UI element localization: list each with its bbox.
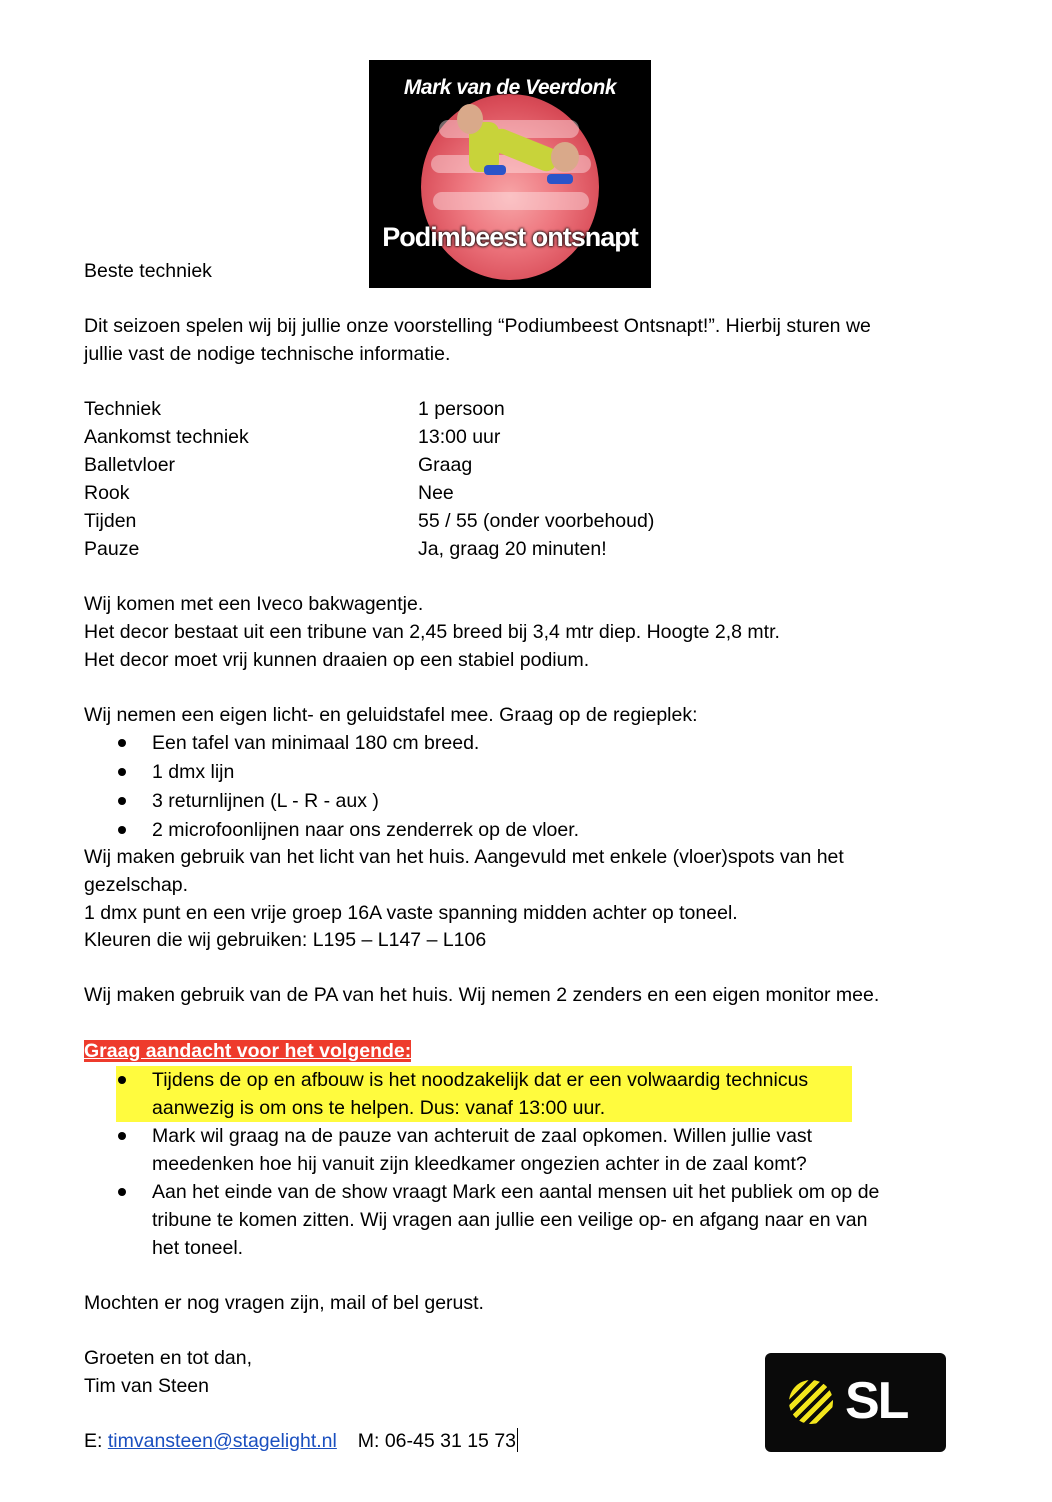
spec-value: 13:00 uur — [418, 426, 501, 448]
spec-label: Aankomst techniek — [84, 426, 249, 448]
tables-intro: Wij nemen een eigen licht- en geluidstafel mee. Graag op de regieplek: — [84, 704, 698, 726]
email-link[interactable]: timvansteen@stagelight.nl — [107, 1430, 337, 1452]
spec-value: Graag — [418, 454, 473, 476]
spec-value: Ja, graag 20 minuten! — [418, 538, 607, 560]
list-item-text: aanwezig is om ons te helpen. Dus: vanaf 13:00 uur. — [152, 1097, 606, 1119]
bullet-icon — [118, 797, 126, 805]
bullet-icon — [118, 1076, 126, 1084]
light-line: Wij maken gebruik van het licht van het huis. Aangevuld met enkele (vloer)spots van het — [84, 846, 844, 868]
list-item-text: het toneel. — [152, 1237, 244, 1259]
transport-line: Wij komen met een Iveco bakwagentje. — [84, 593, 424, 615]
intro-line: jullie vast de nodige technische informatie. — [84, 343, 451, 365]
list-item-text: Aan het einde van de show vraagt Mark een aantal mensen uit het publiek om op de — [152, 1181, 880, 1203]
bullet-icon — [118, 1188, 126, 1196]
transport-line: Het decor moet vrij kunnen draaien op een stabiel podium. — [84, 649, 590, 671]
stagelight-logo — [765, 1353, 946, 1452]
poster-person-right-head — [551, 142, 579, 172]
spec-label: Rook — [84, 482, 130, 504]
bullet-icon — [118, 1132, 126, 1140]
text-cursor — [517, 1428, 518, 1452]
list-item-text: tribune te komen zitten. Wij vragen aan jullie een veilige op- en afgang naar en van — [152, 1209, 868, 1231]
light-line: Kleuren die wij gebruiken: L195 – L147 – L106 — [84, 929, 487, 951]
light-line: gezelschap. — [84, 874, 189, 896]
transport-line: Het decor bestaat uit een tribune van 2,45 breed bij 3,4 mtr diep. Hoogte 2,8 mtr. — [84, 621, 780, 643]
spec-label: Tijden — [84, 510, 137, 532]
spec-label: Pauze — [84, 538, 140, 560]
greeting: Beste techniek — [84, 260, 212, 282]
poster-seat-row — [433, 192, 589, 210]
signature: Tim van Steen — [84, 1375, 209, 1397]
questions-line: Mochten er nog vragen zijn, mail of bel gerust. — [84, 1292, 484, 1314]
sound-line: Wij maken gebruik van de PA van het huis. Wij nemen 2 zenders en een eigen monitor mee. — [84, 984, 880, 1006]
poster-subtitle: Podimbeest ontsnapt — [382, 222, 638, 252]
bullet-icon — [118, 739, 126, 747]
poster-title: Mark van de Veerdonk — [403, 76, 617, 99]
poster-person-left-head — [457, 104, 483, 134]
list-item-text: Een tafel van minimaal 180 cm breed. — [152, 732, 480, 754]
bullet-icon — [118, 768, 126, 776]
list-item-text: 2 microfoonlijnen naar ons zenderrek op de vloer. — [152, 819, 580, 841]
list-item-text: Tijdens de op en afbouw is het noodzakelijk dat er een volwaardig technicus — [152, 1069, 809, 1091]
closing-line: Groeten en tot dan, — [84, 1347, 253, 1369]
spec-value: Nee — [418, 482, 454, 504]
email-label: E: — [84, 1430, 103, 1452]
light-line: 1 dmx punt en een vrije groep 16A vaste spanning midden achter op toneel. — [84, 902, 738, 924]
poster-detail — [484, 165, 506, 175]
list-item-text: Mark wil graag na de pauze van achteruit de zaal opkomen. Willen jullie vast — [152, 1125, 813, 1147]
phone-label: M: — [357, 1430, 380, 1452]
attention-heading-row — [84, 1037, 411, 1065]
spec-label: Techniek — [84, 398, 161, 420]
spec-value: 1 persoon — [418, 398, 505, 420]
attention-heading: Graag aandacht voor het volgende: — [84, 1040, 412, 1062]
list-item-text: meedenken hoe hij vanuit zijn kleedkamer ongezien achter in de zaal komt? — [152, 1153, 807, 1175]
intro-line: Dit seizoen spelen wij bij jullie onze voorstelling “Podiumbeest Ontsnapt!”. Hierbij sturen we — [84, 315, 871, 337]
list-item-text: 1 dmx lijn — [152, 761, 235, 783]
sl-striped-circle-icon — [789, 1380, 833, 1424]
poster-image — [369, 60, 651, 288]
phone-number: 06-45 31 15 73 — [384, 1430, 517, 1452]
bullet-icon — [118, 826, 126, 834]
logo-text: SL — [845, 1372, 908, 1430]
poster-detail — [547, 174, 573, 184]
spec-value: 55 / 55 (onder voorbehoud) — [418, 510, 655, 532]
spec-label: Balletvloer — [84, 454, 176, 476]
list-item-text: 3 returnlijnen (L - R - aux ) — [152, 790, 379, 812]
contact-line — [84, 1427, 518, 1455]
